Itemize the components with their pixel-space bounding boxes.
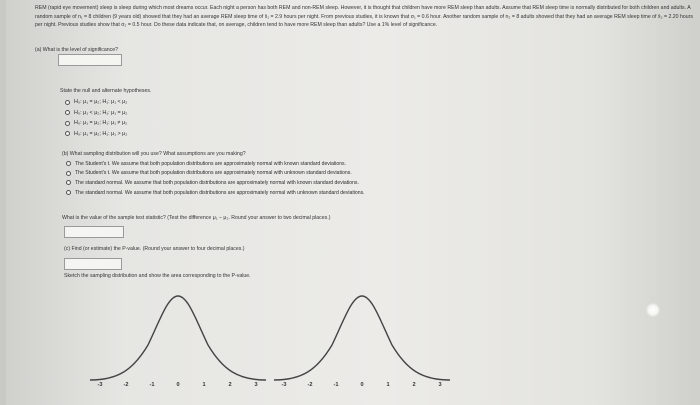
tick-label: 0 [176,382,180,388]
tick-labels-left [88,382,288,392]
tick-label: -2 [123,382,129,388]
radio-button[interactable] [65,121,70,126]
tick-label: -1 [149,382,155,388]
significance-input[interactable] [58,54,122,66]
bell-curve [274,296,450,380]
tick-label: 1 [202,382,206,388]
tick-labels-right [272,382,472,392]
hypotheses-title: State the null and alternate hypotheses. [60,88,152,94]
tick-label: 2 [412,382,416,388]
option-text: H₀: μ₁ = μ₂; H₁: μ₁ ≠ μ₂ [74,120,128,127]
hypothesis-option-4[interactable] [65,129,127,140]
tick-label: -2 [307,382,313,388]
tick-label: -1 [333,382,339,388]
sketch-label: Sketch the sampling distribution and show the area corresponding to the P-value. [64,273,251,279]
tick-label: 0 [360,382,364,388]
tick-label: 2 [228,382,232,388]
tick-label: 3 [254,382,258,388]
radio-button[interactable] [65,131,70,136]
test-statistic-input[interactable] [64,226,124,238]
test-statistic-label: What is the value of the sample test statistic? (Test the difference μ₁ − μ₂. Round your answer to two decimal places.) [62,215,331,221]
option-text: The Student's t. We assume that both population distributions are approximately normal with unknown standard deviations. [75,170,352,177]
tick-label: 3 [438,382,442,388]
distribution-option-1[interactable] [66,159,365,169]
hypothesis-option-3[interactable] [65,118,127,129]
screen-glare [646,303,660,317]
option-text: The standard normal. We assume that both population distributions are approximately normal with unknown standard deviations. [75,189,365,196]
bell-curve [90,296,266,380]
hypothesis-option-2[interactable] [65,108,127,119]
normal-curve-right [272,290,452,382]
part-b-label: (b) What sampling distribution will you use? What assumptions are you making? [62,151,246,157]
tick-label: -3 [97,382,103,388]
radio-button[interactable] [66,180,71,185]
radio-button[interactable] [66,190,71,195]
distribution-option-2[interactable] [66,169,365,179]
page-edge-shadow [0,0,6,405]
hypothesis-option-1[interactable] [65,97,127,108]
hypotheses-options [65,97,127,139]
distribution-options [66,159,365,197]
option-text: The Student's t. We assume that both population distributions are approximately normal with known standard deviations. [75,160,346,167]
radio-button[interactable] [66,171,71,176]
tick-label: 1 [386,382,390,388]
sketch-graph-left[interactable] [88,290,268,388]
tick-label: -3 [281,382,287,388]
p-value-input[interactable] [64,258,122,270]
distribution-option-4[interactable] [66,188,365,198]
option-text: The standard normal. We assume that both population distributions are approximately normal with known standard deviations. [75,179,359,186]
radio-button[interactable] [65,110,70,115]
radio-button[interactable] [65,100,70,105]
sketch-graph-right[interactable] [272,290,452,388]
normal-curve-left [88,290,268,382]
distribution-option-3[interactable] [66,178,365,188]
radio-button[interactable] [66,161,71,166]
option-text: H₀: μ₁ = μ₂; H₁: μ₁ < μ₂ [74,99,128,106]
option-text: H₀: μ₁ = μ₂; H₁: μ₁ > μ₂ [74,130,128,137]
part-c-label: (c) Find (or estimate) the P-value. (Round your answer to four decimal places.) [64,246,245,252]
part-a-label: (a) What is the level of significance? [35,47,119,53]
option-text: H₀: μ₁ < μ₂; H₁: μ₁ = μ₂ [74,109,128,116]
problem-statement: REM (rapid eye movement) sleep is sleep during which most dreams occur. Each night a person has both REM and non-REM sleep. However, it is thought that children have more REM sleep than adults. Assume that REM sleep time is normally distributed for both children and adults. A random sample of n₁ = 8 children (9 years old) showed that they had an average REM sleep time of x̄₁ = 2.9 hours per night. From previous studies, it is known that σ₁ = 0.6 hour. Another random sample of n₂ = 8 adults showed that they had an average REM sleep time of x̄₂ = 2.20 hours per night. Previous studies show that σ₂ = 0.5 hour. Do these data indicate that, on average, children tend to have more REM sleep than adults? Use a 1% level of significance. [35,5,693,29]
